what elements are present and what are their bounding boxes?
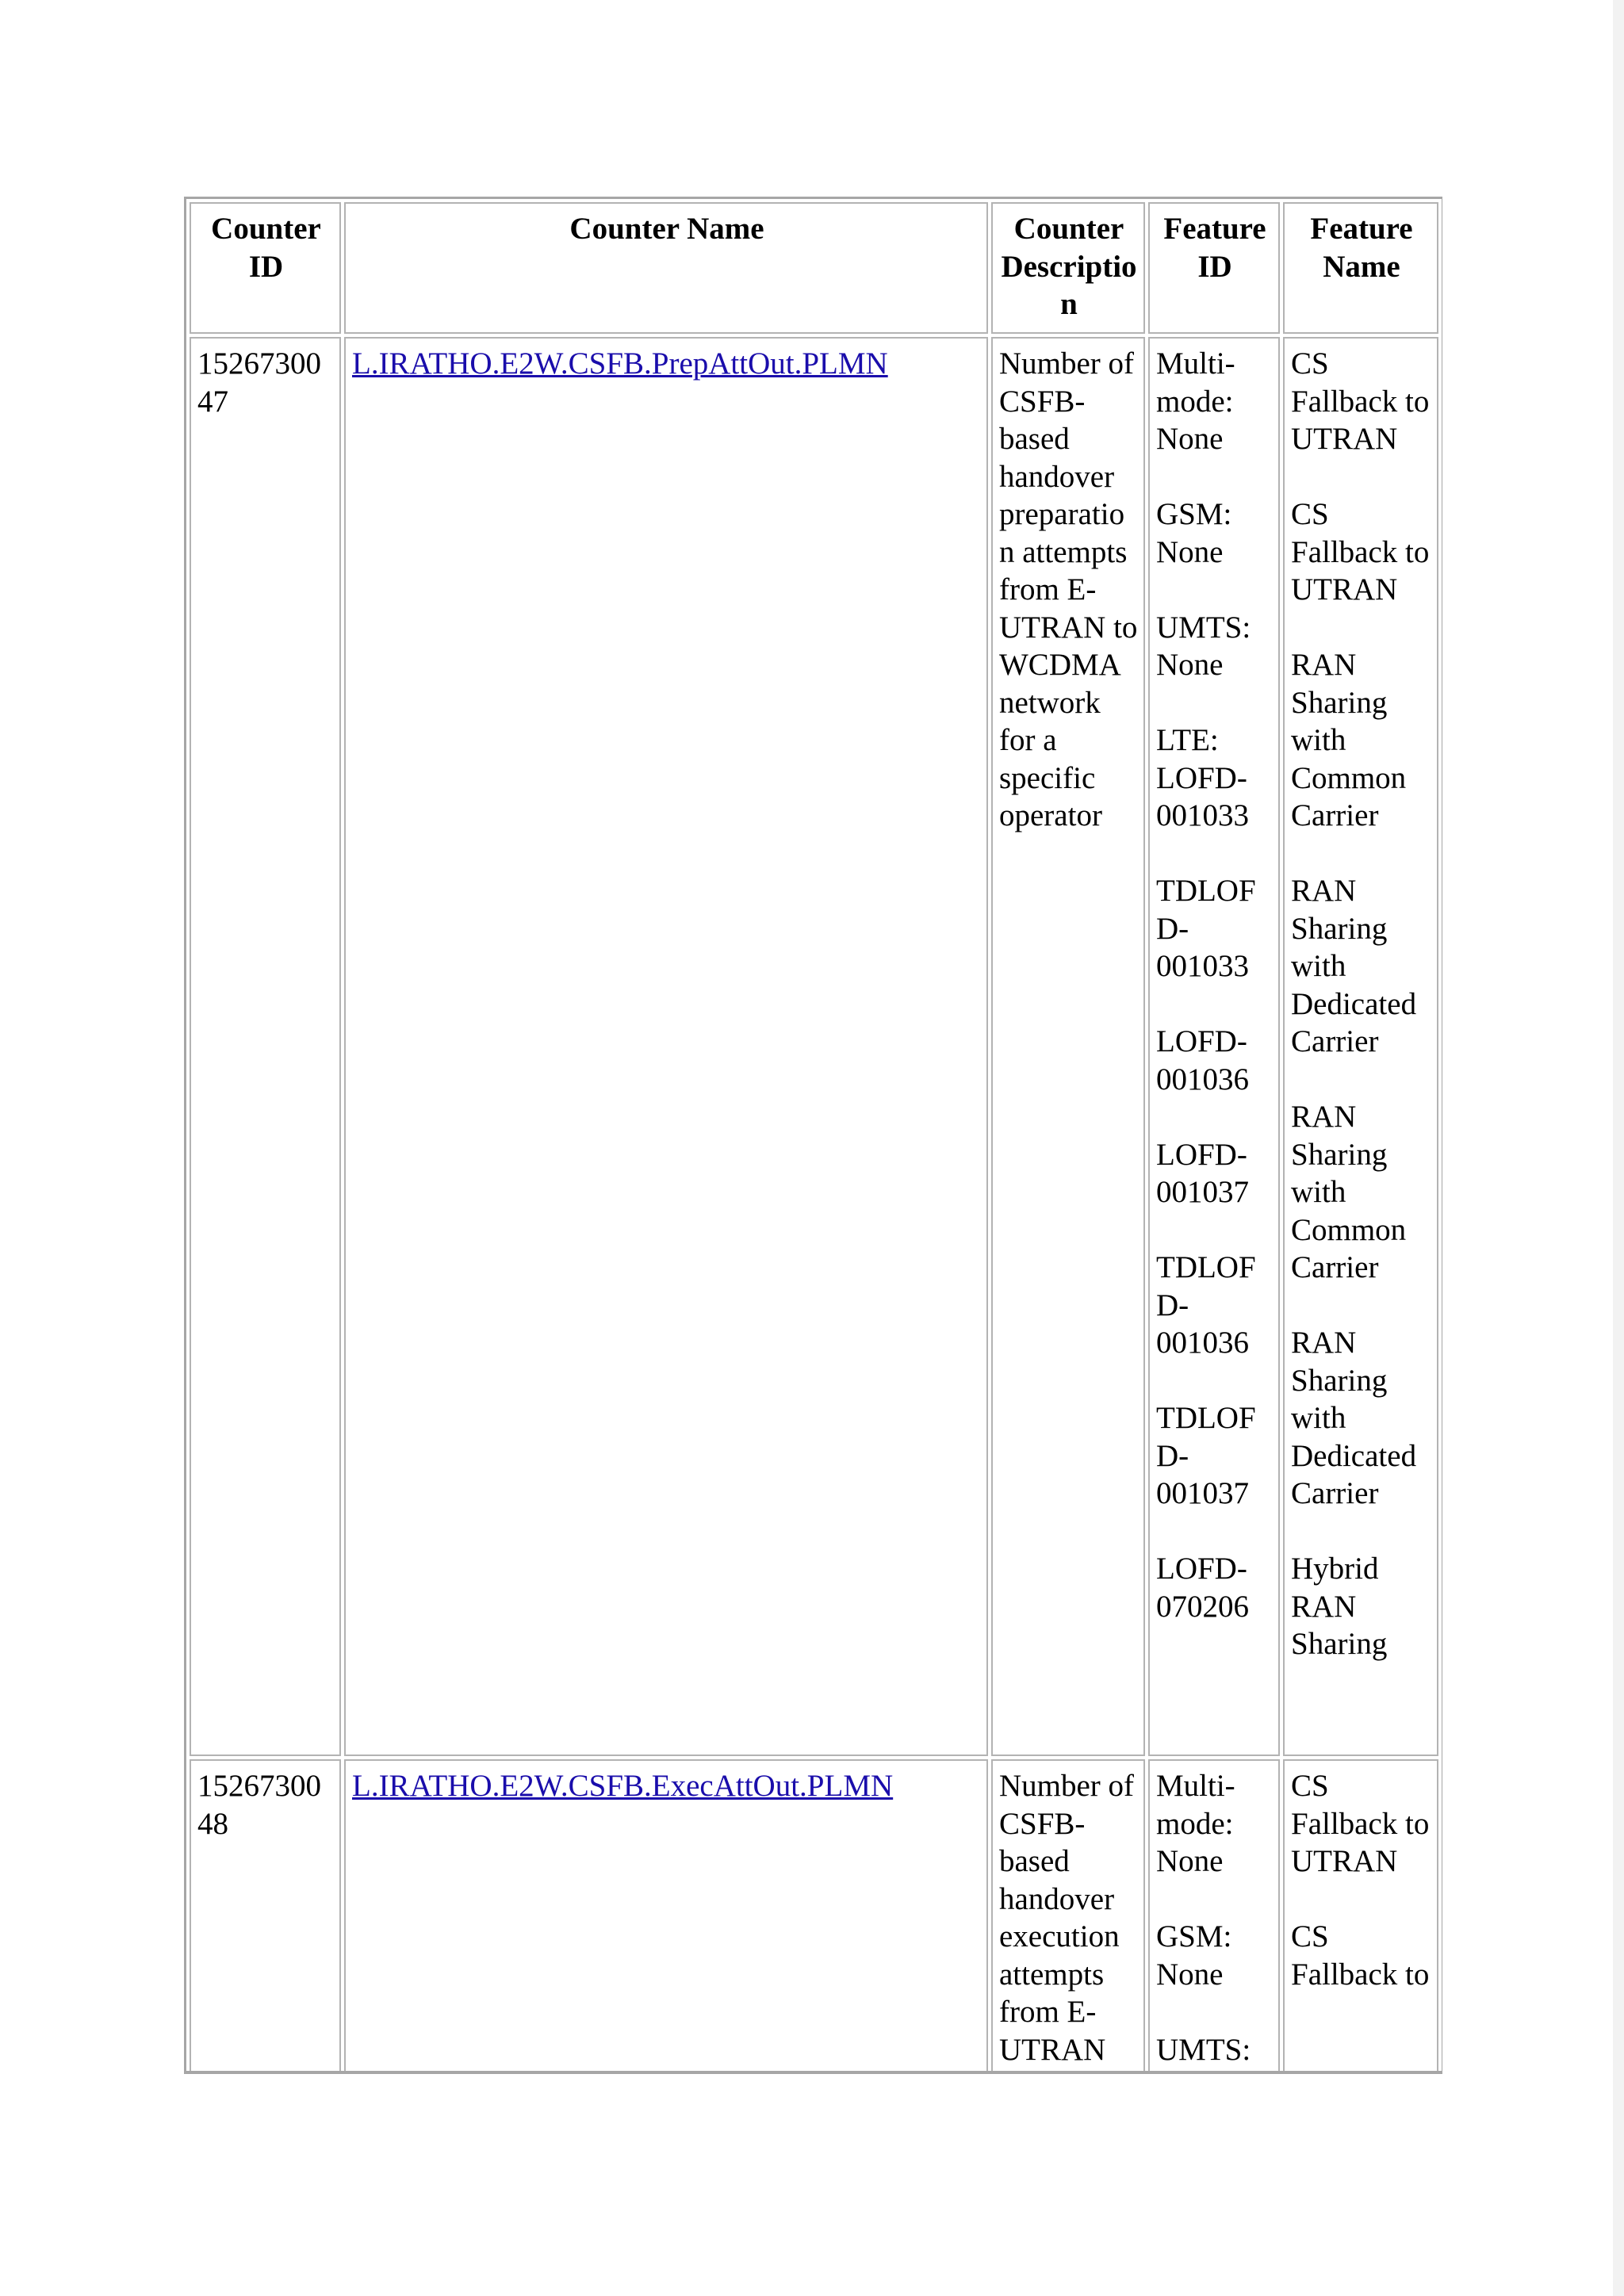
header-feature-name: Feature Name (1283, 202, 1438, 334)
cell-counter-name (344, 337, 988, 1756)
feature-name-list (1291, 1767, 1432, 1993)
list-item: RAN Sharing with Common Carrier (1291, 1100, 1407, 1284)
list-item: RAN Sharing with Common Carrier (1291, 648, 1407, 832)
list-gap (1156, 835, 1274, 873)
list-gap (1156, 684, 1274, 722)
header-feature-id: Feature ID (1148, 202, 1280, 334)
list-gap (1291, 458, 1432, 496)
cell-feature-names (1283, 337, 1438, 1756)
cell-counter-name (344, 1759, 988, 2074)
cell-feature-ids (1148, 337, 1280, 1756)
cell-feature-names (1283, 1759, 1438, 2074)
list-gap (1291, 1513, 1432, 1551)
table-row (190, 337, 1438, 1756)
list-item: CS Fallback to UTRAN (1291, 497, 1430, 607)
header-counter-description: Counter Description (991, 202, 1145, 334)
cell-feature-ids (1148, 1759, 1280, 2074)
list-item: LTE: LOFD-001033 (1156, 723, 1249, 832)
list-gap (1156, 1513, 1274, 1551)
list-item: Multi-mode: None (1156, 346, 1235, 456)
cell-counter-description: Number of CSFB-based handover execution attempts from E-UTRAN (991, 1759, 1145, 2074)
list-item: TDLOFD-001037 (1156, 1401, 1256, 1510)
list-item: Hybrid RAN Sharing (1291, 1552, 1388, 1661)
table-header-row (190, 202, 1438, 334)
list-gap (1291, 1061, 1432, 1099)
feature-name-list (1291, 345, 1432, 1663)
list-item: TDLOFD-001033 (1156, 874, 1256, 983)
list-item: GSM: None (1156, 497, 1232, 569)
list-gap (1156, 1993, 1274, 2031)
page-edge-strip (1613, 0, 1624, 2296)
counter-table (184, 197, 1442, 2074)
list-gap (1156, 1362, 1274, 1400)
list-item: RAN Sharing with Dedicated Carrier (1291, 1326, 1417, 1510)
list-item: RAN Sharing with Dedicated Carrier (1291, 874, 1417, 1058)
list-item: UMTS: None (1156, 610, 1251, 682)
list-gap (1156, 458, 1274, 496)
list-item: Multi-mode: None (1156, 1769, 1235, 1878)
table-row (190, 1759, 1438, 2074)
list-gap (1291, 609, 1432, 647)
list-gap (1156, 985, 1274, 1024)
cell-counter-description: Number of CSFB-based handover preparation attempts from E-UTRAN to WCDMA network for a specific operator (991, 337, 1145, 1756)
list-item: LOFD-070206 (1156, 1552, 1249, 1624)
list-item: CS Fallback to (1291, 1919, 1430, 1992)
feature-id-list (1156, 1767, 1274, 2068)
list-item: UMTS: (1156, 2032, 1251, 2067)
list-gap (1156, 1098, 1274, 1136)
list-item: CS Fallback to UTRAN (1291, 1769, 1430, 1878)
header-counter-id: Counter ID (190, 202, 341, 334)
list-gap (1156, 1211, 1274, 1249)
list-item: LOFD-001037 (1156, 1137, 1249, 1209)
list-item: GSM: None (1156, 1919, 1232, 1992)
header-counter-name: Counter Name (344, 202, 988, 334)
list-gap (1156, 1881, 1274, 1919)
cell-counter-id: 1526730047 (190, 337, 341, 1756)
cell-counter-id: 1526730048 (190, 1759, 341, 2074)
list-gap (1156, 571, 1274, 609)
counter-name-link[interactable]: L.IRATHO.E2W.CSFB.PrepAttOut.PLMN (352, 346, 888, 381)
list-gap (1291, 1287, 1432, 1325)
list-item: TDLOFD-001036 (1156, 1250, 1256, 1360)
list-gap (1291, 1881, 1432, 1919)
list-item: LOFD-001036 (1156, 1024, 1249, 1096)
counter-table-container (184, 197, 1442, 2074)
counter-name-link[interactable]: L.IRATHO.E2W.CSFB.ExecAttOut.PLMN (352, 1769, 894, 1803)
feature-id-list (1156, 345, 1274, 1625)
list-item: CS Fallback to UTRAN (1291, 346, 1430, 456)
list-gap (1291, 835, 1432, 873)
